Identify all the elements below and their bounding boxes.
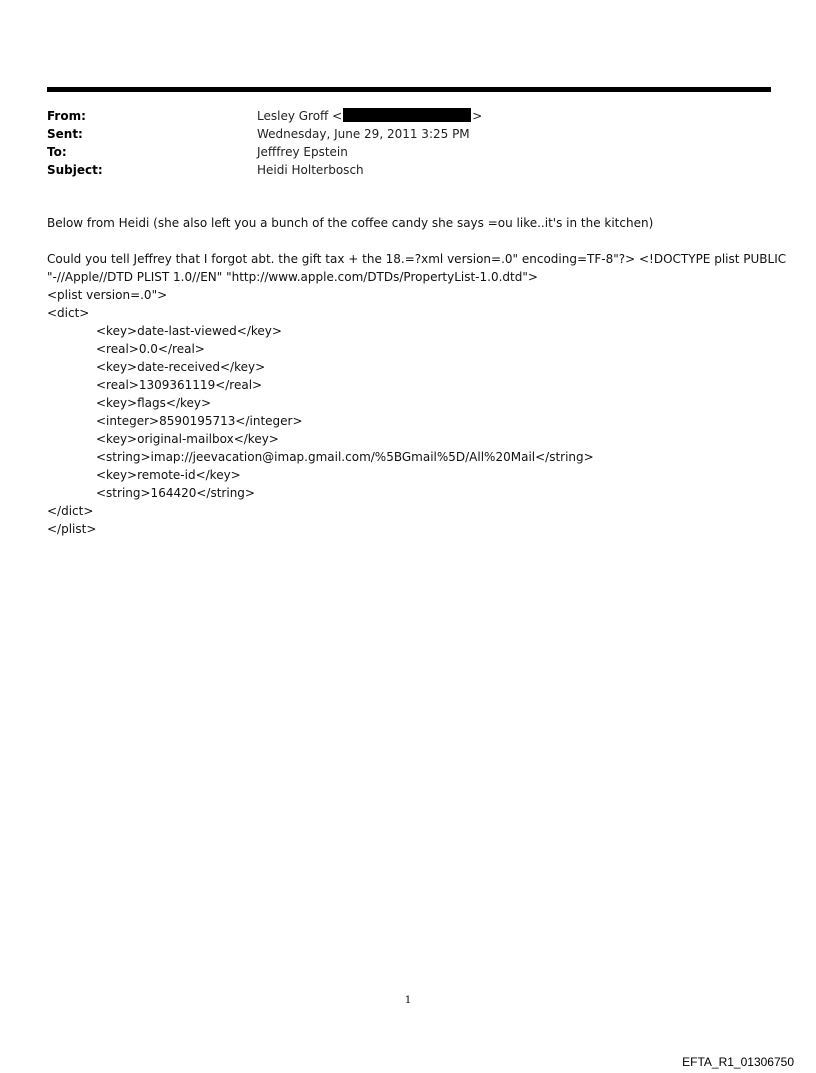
subject-row bbox=[47, 161, 767, 179]
plist-line: <string>164420</string> bbox=[96, 486, 255, 500]
body-paragraph-2-line-2: "-//Apple//DTD PLIST 1.0//EN" "http://www.apple.com/DTDs/PropertyList-1.0.dtd"> bbox=[47, 270, 538, 284]
plist-line: <key>original-mailbox</key> bbox=[96, 432, 279, 446]
plist-line: <key>date-last-viewed</key> bbox=[96, 324, 282, 338]
email-header-block bbox=[47, 107, 767, 179]
plist-line: <integer>8590195713</integer> bbox=[96, 414, 303, 428]
plist-line: </plist> bbox=[47, 522, 97, 536]
from-value bbox=[257, 107, 482, 125]
sender-bracket-close: > bbox=[472, 109, 483, 123]
plist-line: </dict> bbox=[47, 504, 94, 518]
plist-line: <string>imap://jeevacation@imap.gmail.com/%5BGmail%5D/All%20Mail</string> bbox=[96, 450, 594, 464]
plist-line: <key>flags</key> bbox=[96, 396, 212, 410]
document-id: EFTA_R1_01306750 bbox=[682, 1055, 794, 1069]
to-label: To: bbox=[47, 145, 67, 159]
from-label: From: bbox=[47, 109, 86, 123]
plist-line: <plist version=.0"> bbox=[47, 288, 168, 302]
body-paragraph-1: Below from Heidi (she also left you a bunch of the coffee candy she says =ou like..it's in the kitchen) bbox=[47, 216, 654, 230]
plist-line: <key>date-received</key> bbox=[96, 360, 266, 374]
email-body bbox=[47, 214, 787, 538]
to-value: Jefffrey Epstein bbox=[257, 145, 348, 159]
plist-line: <key>remote-id</key> bbox=[96, 468, 241, 482]
sent-label: Sent: bbox=[47, 127, 83, 141]
from-row bbox=[47, 107, 767, 125]
redacted-email-block bbox=[343, 108, 471, 122]
page-number: 1 bbox=[404, 995, 412, 1006]
plist-line: <real>1309361119</real> bbox=[96, 378, 263, 392]
subject-label: Subject: bbox=[47, 163, 103, 177]
plist-line: <real>0.0</real> bbox=[96, 342, 205, 356]
sender-name: Lesley Groff < bbox=[257, 109, 343, 123]
sent-value: Wednesday, June 29, 2011 3:25 PM bbox=[257, 127, 470, 141]
to-row bbox=[47, 143, 767, 161]
header-divider bbox=[47, 87, 771, 92]
sent-row bbox=[47, 125, 767, 143]
plist-line: <dict> bbox=[47, 306, 90, 320]
body-paragraph-2-line-1: Could you tell Jeffrey that I forgot abt. the gift tax + the 18.=?xml version=.0" encoding=TF-8"?> <!DOCTYPE plist PUBLIC bbox=[47, 252, 787, 266]
subject-value: Heidi Holterbosch bbox=[257, 163, 364, 177]
